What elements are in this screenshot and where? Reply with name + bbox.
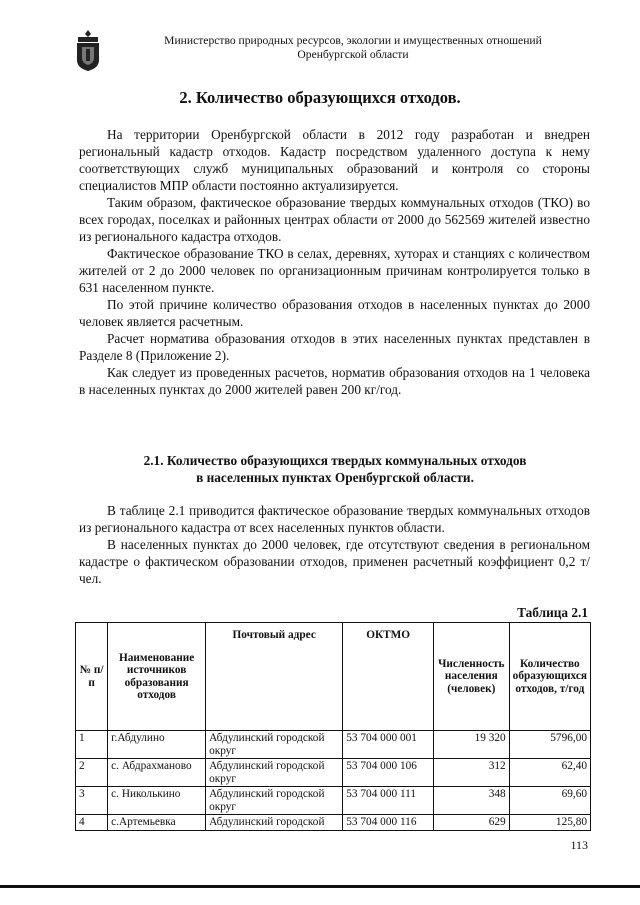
section-1-body <box>79 126 590 398</box>
waste-table <box>75 622 591 831</box>
paragraph: Таким образом, фактическое образование твердых коммунальных отходов (ТКО) во всех городах, поселках и районных центрах области от 2000 до 562569 жителей известно из регионального кадастра отходов. <box>79 195 590 244</box>
cell-population: 19 320 <box>433 731 509 759</box>
cell-population: 348 <box>433 787 509 815</box>
cell-oktmo: 53 704 000 001 <box>343 731 434 759</box>
cell-num: 2 <box>76 759 108 787</box>
header-waste: Количество образующихся отходов, т/год <box>509 623 590 731</box>
table-caption: Таблица 2.1 <box>517 605 588 620</box>
cell-name: г.Абдулино <box>108 731 206 759</box>
cell-num: 1 <box>76 731 108 759</box>
header-oktmo: ОКТМО <box>343 623 434 731</box>
table-row <box>76 731 591 759</box>
header-population: Численность населения (человек) <box>433 623 509 731</box>
table-row <box>76 759 591 787</box>
header-ministry-line: Министерство природных ресурсов, экологии и имущественных отношений <box>164 34 542 47</box>
paragraph: На территории Оренбургской области в 2012 году разработан и внедрен региональный кадастр отходов. Кадастр посредством удаленного доступа к нему соответствующих служб муниципальных образований и контроля со стороны специалистов МПР области постоянно актуализируется. <box>79 127 590 193</box>
header-num: № п/п <box>76 623 108 731</box>
table-row <box>76 787 591 815</box>
subsection-title <box>0 452 640 486</box>
cell-oktmo: 53 704 000 111 <box>343 787 434 815</box>
cell-name: с. Николькино <box>108 787 206 815</box>
footer-divider <box>0 885 640 888</box>
subsection-title-line: в населенных пунктах Оренбургской области. <box>196 470 474 485</box>
cell-population: 629 <box>433 815 509 831</box>
header-name: Наименование источников образования отходов <box>108 623 206 731</box>
paragraph: По этой причине количество образования отходов в населенных пунктах до 2000 человек является расчетным. <box>79 297 590 329</box>
coat-of-arms-icon <box>74 28 102 72</box>
table-row <box>76 815 591 831</box>
cell-name: с.Артемьевка <box>108 815 206 831</box>
cell-num: 3 <box>76 787 108 815</box>
cell-address: Абдулинский городской <box>206 815 343 831</box>
paragraph: В населенных пунктах до 2000 человек, где отсутствуют сведения в региональном кадастре о фактическом образовании отходов, применен расчетный коэффициент 0,2 т/чел. <box>79 537 590 586</box>
cell-waste: 5796,00 <box>509 731 590 759</box>
header-region-line: Оренбургской области <box>297 48 409 61</box>
cell-waste: 69,60 <box>509 787 590 815</box>
paragraph: В таблице 2.1 приводится фактическое образование твердых коммунальных отходов из регионального кадастра от всех населенных пунктов области. <box>79 503 590 535</box>
cell-address: Абдулинский городской округ <box>206 731 343 759</box>
cell-oktmo: 53 704 000 116 <box>343 815 434 831</box>
cell-address: Абдулинский городской округ <box>206 759 343 787</box>
page-number: 113 <box>570 838 588 852</box>
cell-waste: 62,40 <box>509 759 590 787</box>
cell-name: с. Абдрахманово <box>108 759 206 787</box>
cell-population: 312 <box>433 759 509 787</box>
section-2-body <box>79 502 590 587</box>
cell-num: 4 <box>76 815 108 831</box>
paragraph: Расчет норматива образования отходов в этих населенных пунктах представлен в Разделе 8 (Приложение 2). <box>79 331 590 363</box>
cell-oktmo: 53 704 000 106 <box>343 759 434 787</box>
paragraph: Как следует из проведенных расчетов, норматив образования отходов на 1 человека в населенных пунктах до 2000 жителей равен 200 кг/год. <box>79 365 590 397</box>
subsection-title-line: 2.1. Количество образующихся твердых коммунальных отходов <box>143 453 527 468</box>
section-title: 2. Количество образующихся отходов. <box>179 88 461 107</box>
cell-waste: 125,80 <box>509 815 590 831</box>
paragraph: Фактическое образование ТКО в селах, деревнях, хуторах и станциях с количеством жителей от 2 до 2000 человек по организационным причинам контролируется только в 631 населенном пункте. <box>79 246 590 295</box>
header-address: Почтовый адрес <box>206 623 343 731</box>
cell-address: Абдулинский городской округ <box>206 787 343 815</box>
